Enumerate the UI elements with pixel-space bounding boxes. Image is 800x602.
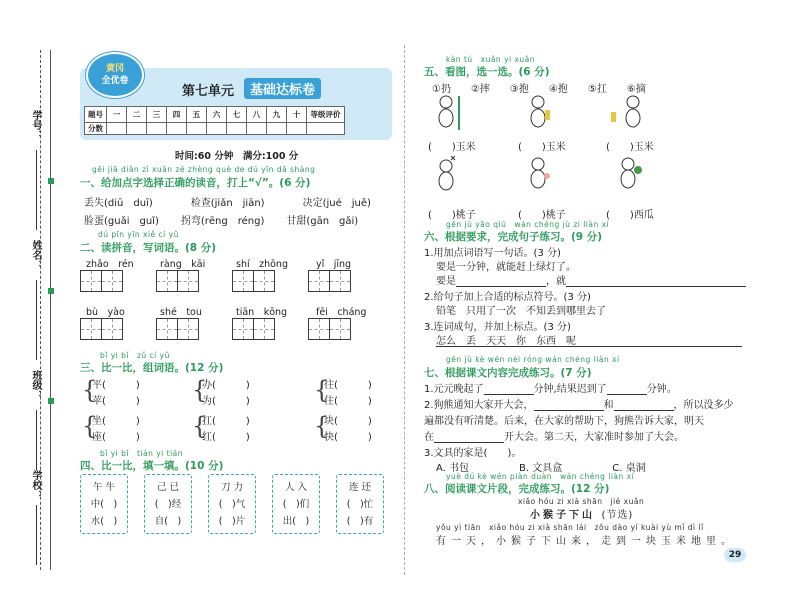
s2-py: tiān kōng bbox=[236, 307, 288, 318]
score-cell[interactable] bbox=[307, 123, 345, 135]
write-cell[interactable] bbox=[329, 318, 351, 340]
s4-boxes bbox=[80, 474, 384, 534]
badge-line2: 全优卷 bbox=[101, 76, 129, 86]
s3-item[interactable]: 往( ) bbox=[324, 380, 372, 391]
s6-q2: 2.给句子加上合适的标点符号。(3 分) bbox=[424, 292, 591, 303]
write-cell[interactable] bbox=[253, 318, 275, 340]
s3-item[interactable]: 为( ) bbox=[202, 396, 250, 407]
answer-blank[interactable] bbox=[456, 286, 546, 287]
write-cell[interactable] bbox=[80, 318, 102, 340]
option-c[interactable]: C. 桌洞 bbox=[612, 463, 646, 474]
binding-dot-2 bbox=[48, 288, 54, 294]
write-cell[interactable] bbox=[308, 318, 330, 340]
s1-item[interactable]: 检查(jiǎn jiān) bbox=[190, 198, 265, 209]
story-title-text: 小猴子下山 bbox=[530, 510, 595, 521]
s1-item[interactable]: 甘甜(gān gǎi) bbox=[286, 216, 359, 227]
score-table bbox=[84, 106, 345, 135]
answer-blank[interactable] bbox=[534, 410, 604, 411]
score-header-cell: 六 bbox=[207, 107, 227, 123]
page-number: 29 bbox=[724, 548, 746, 562]
brace: { bbox=[192, 412, 208, 440]
monkey-picture bbox=[615, 154, 645, 192]
score-header-cell: 七 bbox=[227, 107, 247, 123]
s7-text: 和 bbox=[603, 400, 614, 411]
s1-row2 bbox=[84, 212, 358, 227]
s3-title: 三、比一比，组词语。(12 分) bbox=[80, 362, 224, 374]
monkey-picture bbox=[433, 154, 463, 192]
s2-py: shí zhōng bbox=[236, 259, 288, 270]
score-cell[interactable] bbox=[187, 123, 207, 135]
score-cell[interactable] bbox=[247, 123, 267, 135]
s7-pinyin: gēn jù kè wén nèi róng wán chéng liàn xí bbox=[446, 355, 620, 364]
time-info: 时间:60 分钟 满分:100 分 bbox=[175, 151, 299, 162]
compare-blank[interactable]: ( )经 bbox=[154, 499, 182, 510]
score-cell[interactable] bbox=[127, 123, 147, 135]
s1-item[interactable]: 决定(jué juě) bbox=[302, 198, 371, 209]
write-cell[interactable] bbox=[101, 318, 123, 340]
s6-q3-words: 怎么 丢 天天 你 东西 呢 bbox=[436, 336, 576, 347]
story-title-pinyin: xiǎo hóu zi xià shān jié xuǎn bbox=[518, 497, 645, 506]
sidebar-name: 姓名： bbox=[30, 240, 41, 270]
s7-line4 bbox=[424, 428, 684, 443]
compare-chars: 连 还 bbox=[348, 482, 372, 493]
score-cell[interactable] bbox=[107, 123, 127, 135]
answer-blank[interactable] bbox=[614, 410, 674, 411]
s5-row1-images bbox=[425, 94, 725, 144]
score-header-cell: 四 bbox=[167, 107, 187, 123]
answer-blank[interactable] bbox=[484, 394, 534, 395]
brace: { bbox=[314, 376, 330, 404]
brace: { bbox=[314, 412, 330, 440]
score-header-cell: 十 bbox=[287, 107, 307, 123]
write-cell[interactable] bbox=[156, 270, 178, 292]
s5-label[interactable]: ( )玉米 bbox=[518, 142, 566, 153]
compare-box bbox=[272, 474, 320, 534]
monkey-picture bbox=[525, 94, 555, 132]
s6-q3: 3.连词成句，并加上标点。(3 分) bbox=[424, 322, 571, 333]
s6-q1-answer bbox=[436, 272, 746, 287]
score-header-cell: 二 bbox=[127, 107, 147, 123]
score-header-cell: 三 bbox=[147, 107, 167, 123]
write-cell[interactable] bbox=[101, 270, 123, 292]
badge-line1: 黄冈 bbox=[105, 64, 124, 74]
story-title-note: (节选) bbox=[601, 510, 634, 521]
monkey-picture bbox=[433, 94, 463, 132]
write-cell[interactable] bbox=[232, 270, 254, 292]
s3-item[interactable]: 住( ) bbox=[324, 396, 372, 407]
s3-item[interactable]: 扛( ) bbox=[202, 416, 250, 427]
s5-row2-images bbox=[425, 154, 725, 204]
compare-blank[interactable]: 出( ) bbox=[282, 516, 310, 527]
score-cell[interactable] bbox=[267, 123, 287, 135]
s1-item[interactable]: 拐弯(rēng réng) bbox=[180, 216, 265, 227]
s2-title: 二、读拼音，写词语。(8 分) bbox=[80, 242, 217, 254]
s5-label[interactable]: ( )玉米 bbox=[428, 142, 476, 153]
score-header-cell: 题号 bbox=[85, 107, 107, 123]
s1-item[interactable]: 丢失(diū duī) bbox=[84, 198, 153, 209]
sidebar-student-no: 学号： bbox=[30, 110, 41, 140]
compare-blank[interactable]: ( )们 bbox=[282, 499, 310, 510]
s3-groups bbox=[82, 376, 382, 446]
s5-label[interactable]: ( )玉米 bbox=[606, 142, 654, 153]
s6-q1: 1.用加点词语写一句话。(3 分) bbox=[424, 248, 561, 259]
monkey-picture bbox=[609, 94, 649, 132]
write-cell[interactable] bbox=[232, 318, 254, 340]
s4-pinyin: bǐ yi bǐ tián yi tián bbox=[100, 449, 184, 458]
compare-blank[interactable]: ( )忙 bbox=[346, 499, 374, 510]
brace: { bbox=[192, 376, 208, 404]
s2-py: fēi cháng bbox=[316, 307, 367, 318]
s7-line3: 遍都没有听清楚。后来，在大家的帮助下，狗熊告诉大家，明天 bbox=[424, 416, 704, 427]
s5-pinyin: kàn tú xuǎn yi xuǎn bbox=[446, 55, 536, 64]
sidebar-line-1 bbox=[36, 150, 37, 230]
write-cell[interactable] bbox=[177, 270, 199, 292]
s7-text: 开大会。第二天，大家准时参加了大会。 bbox=[504, 432, 684, 443]
compare-blank[interactable]: 水( ) bbox=[90, 516, 118, 527]
score-cell[interactable] bbox=[227, 123, 247, 135]
s7-text: 分钟。 bbox=[646, 384, 677, 395]
brand-badge bbox=[86, 52, 144, 98]
option-a[interactable]: A. 书包 bbox=[436, 463, 470, 474]
sidebar-school: 学校： bbox=[30, 470, 41, 500]
unit-label: 第七单元 bbox=[182, 84, 235, 99]
write-cell[interactable] bbox=[253, 270, 275, 292]
compare-blank[interactable]: ( )有 bbox=[346, 516, 374, 527]
s6-pinyin: gēn jù yāo qiú wán chéng jù zi liàn xí bbox=[446, 220, 610, 229]
answer-blank[interactable] bbox=[434, 442, 504, 443]
page-divider bbox=[404, 45, 405, 575]
write-cell[interactable] bbox=[329, 270, 351, 292]
brace: { bbox=[82, 376, 98, 404]
s3-item[interactable]: 红( ) bbox=[202, 432, 250, 443]
option-b[interactable]: B. 文具盒 bbox=[519, 463, 563, 474]
score-header-cell: 一 bbox=[107, 107, 127, 123]
compare-box bbox=[336, 474, 384, 534]
s6-title: 六、根据要求，完成句子练习。(9 分) bbox=[424, 231, 603, 243]
s1-pinyin: gěi jiā diǎn zì xuǎn zé zhèng què de dú yīn dǎ shàng bbox=[92, 165, 316, 174]
write-cell[interactable] bbox=[308, 270, 330, 292]
write-cell[interactable] bbox=[156, 318, 178, 340]
s7-line2 bbox=[424, 396, 734, 411]
s2-py: bù yào bbox=[86, 307, 125, 318]
s5-options: ①扔 ②摔 ③抱 ④抱 ⑤扛 ⑥摘 bbox=[432, 84, 646, 95]
compare-blank[interactable]: ( )气 bbox=[218, 499, 246, 510]
write-cell[interactable] bbox=[80, 270, 102, 292]
binding-dot-3 bbox=[48, 398, 54, 404]
s3-item[interactable]: 座( ) bbox=[92, 432, 140, 443]
sidebar-class: 班级： bbox=[30, 370, 41, 400]
binding-margin-2 bbox=[50, 50, 51, 570]
s7-line1 bbox=[424, 380, 677, 395]
compare-box bbox=[144, 474, 192, 534]
s2-py: zhǎo rén bbox=[86, 259, 134, 270]
compare-box bbox=[208, 474, 256, 534]
compare-chars: 刀 力 bbox=[220, 482, 244, 493]
s3-item[interactable]: 坐( ) bbox=[92, 416, 140, 427]
s2-grid bbox=[80, 254, 380, 354]
s6-q2-sentence: 铅笔 只用了一次 不知丢到哪里去了 bbox=[436, 306, 606, 317]
s5-label[interactable]: ( )西瓜 bbox=[606, 210, 654, 221]
score-cell[interactable] bbox=[167, 123, 187, 135]
s3-item[interactable]: 块( ) bbox=[324, 416, 372, 427]
score-header-cell: 等级评价 bbox=[307, 107, 345, 123]
sidebar-line-4 bbox=[36, 505, 37, 565]
score-table-header bbox=[85, 107, 345, 123]
binding-dot-1 bbox=[48, 178, 54, 184]
s5-label[interactable]: ( )桃子 bbox=[518, 210, 566, 221]
score-cell[interactable] bbox=[207, 123, 227, 135]
answer-blank[interactable] bbox=[566, 286, 746, 287]
compare-blank[interactable]: ( )片 bbox=[218, 516, 246, 527]
s3-pinyin: bǐ yi bǐ zǔ cí yǔ bbox=[100, 351, 170, 360]
s2-py: shé tou bbox=[160, 307, 202, 318]
score-cell[interactable] bbox=[287, 123, 307, 135]
compare-chars: 人 入 bbox=[284, 482, 308, 493]
write-cell[interactable] bbox=[177, 318, 199, 340]
sidebar-line-3 bbox=[36, 410, 37, 470]
s3-item[interactable]: 快( ) bbox=[324, 432, 372, 443]
s8-title: 八、阅读课文片段，完成练习。(12 分) bbox=[424, 483, 610, 495]
compare-chars: 己 已 bbox=[156, 482, 180, 493]
compare-blank[interactable]: 中( ) bbox=[90, 499, 118, 510]
score-header-cell: 八 bbox=[247, 107, 267, 123]
answer-blank[interactable] bbox=[436, 346, 742, 347]
s8-pinyin: yuè dú kè wén piàn duàn wán chéng liàn xí bbox=[446, 472, 635, 481]
s1-title: 一、给加点字选择正确的读音，打上“√”。(6 分) bbox=[80, 177, 311, 189]
s7-text: 2.狗熊通知大家开大会， bbox=[424, 400, 534, 411]
s3-item[interactable]: 平( ) bbox=[92, 380, 140, 391]
s4-title: 四、比一比，填一填。(10 分) bbox=[80, 460, 224, 472]
compare-chars: 午 牛 bbox=[92, 482, 116, 493]
s6-q1-example: 要是一分钟，就能赶上绿灯了。 bbox=[436, 262, 576, 273]
compare-box bbox=[80, 474, 128, 534]
score-table-scores bbox=[85, 123, 345, 135]
s7-line5: 3.文具的家是( )。 bbox=[424, 448, 522, 459]
s1-item[interactable]: 脸蛋(guǎi guǐ) bbox=[84, 216, 159, 227]
s3-item[interactable]: 苹( ) bbox=[92, 396, 140, 407]
q1-mid: ，就 bbox=[546, 276, 566, 287]
s5-label[interactable]: ( )桃子 bbox=[428, 210, 476, 221]
s7-title: 七、根据课文内容完成练习。(7 分) bbox=[424, 367, 592, 379]
answer-blank[interactable] bbox=[607, 394, 647, 395]
s2-pinyin: dú pīn yīn xiě cí yǔ bbox=[98, 230, 179, 239]
s7-text: ，所以没多少 bbox=[673, 400, 734, 411]
s5-title: 五、看图，选一选。(6 分) bbox=[424, 66, 550, 78]
score-cell[interactable] bbox=[147, 123, 167, 135]
s1-row1 bbox=[84, 194, 371, 209]
s7-text: 1.元元晚起了 bbox=[424, 384, 484, 395]
story-title bbox=[530, 506, 633, 521]
compare-blank[interactable]: 自( ) bbox=[154, 516, 182, 527]
s7-text: 分钟,结果迟到了 bbox=[533, 384, 607, 395]
s2-py: ràng kāi bbox=[160, 259, 206, 270]
s3-item[interactable]: 办( ) bbox=[202, 380, 250, 391]
paper-title: 基础达标卷 bbox=[244, 78, 321, 99]
s2-py: yǐ jīng bbox=[316, 259, 352, 270]
s7-text: 在 bbox=[424, 432, 434, 443]
score-label: 分数 bbox=[85, 123, 107, 135]
brace: { bbox=[82, 412, 98, 440]
score-header-cell: 五 bbox=[187, 107, 207, 123]
score-header-cell: 九 bbox=[267, 107, 287, 123]
sidebar-line-2 bbox=[36, 280, 37, 360]
story-line: 有一天，小猴子下山来，走到一块玉米地里。 bbox=[436, 536, 736, 547]
monkey-picture bbox=[525, 154, 555, 192]
story-line-pinyin: yǒu yì tiān xiǎo hóu zi xià shān lái zǒu dào yí kuài yù mǐ dì lǐ bbox=[436, 523, 704, 532]
q1-prefix: 要是 bbox=[436, 276, 456, 287]
